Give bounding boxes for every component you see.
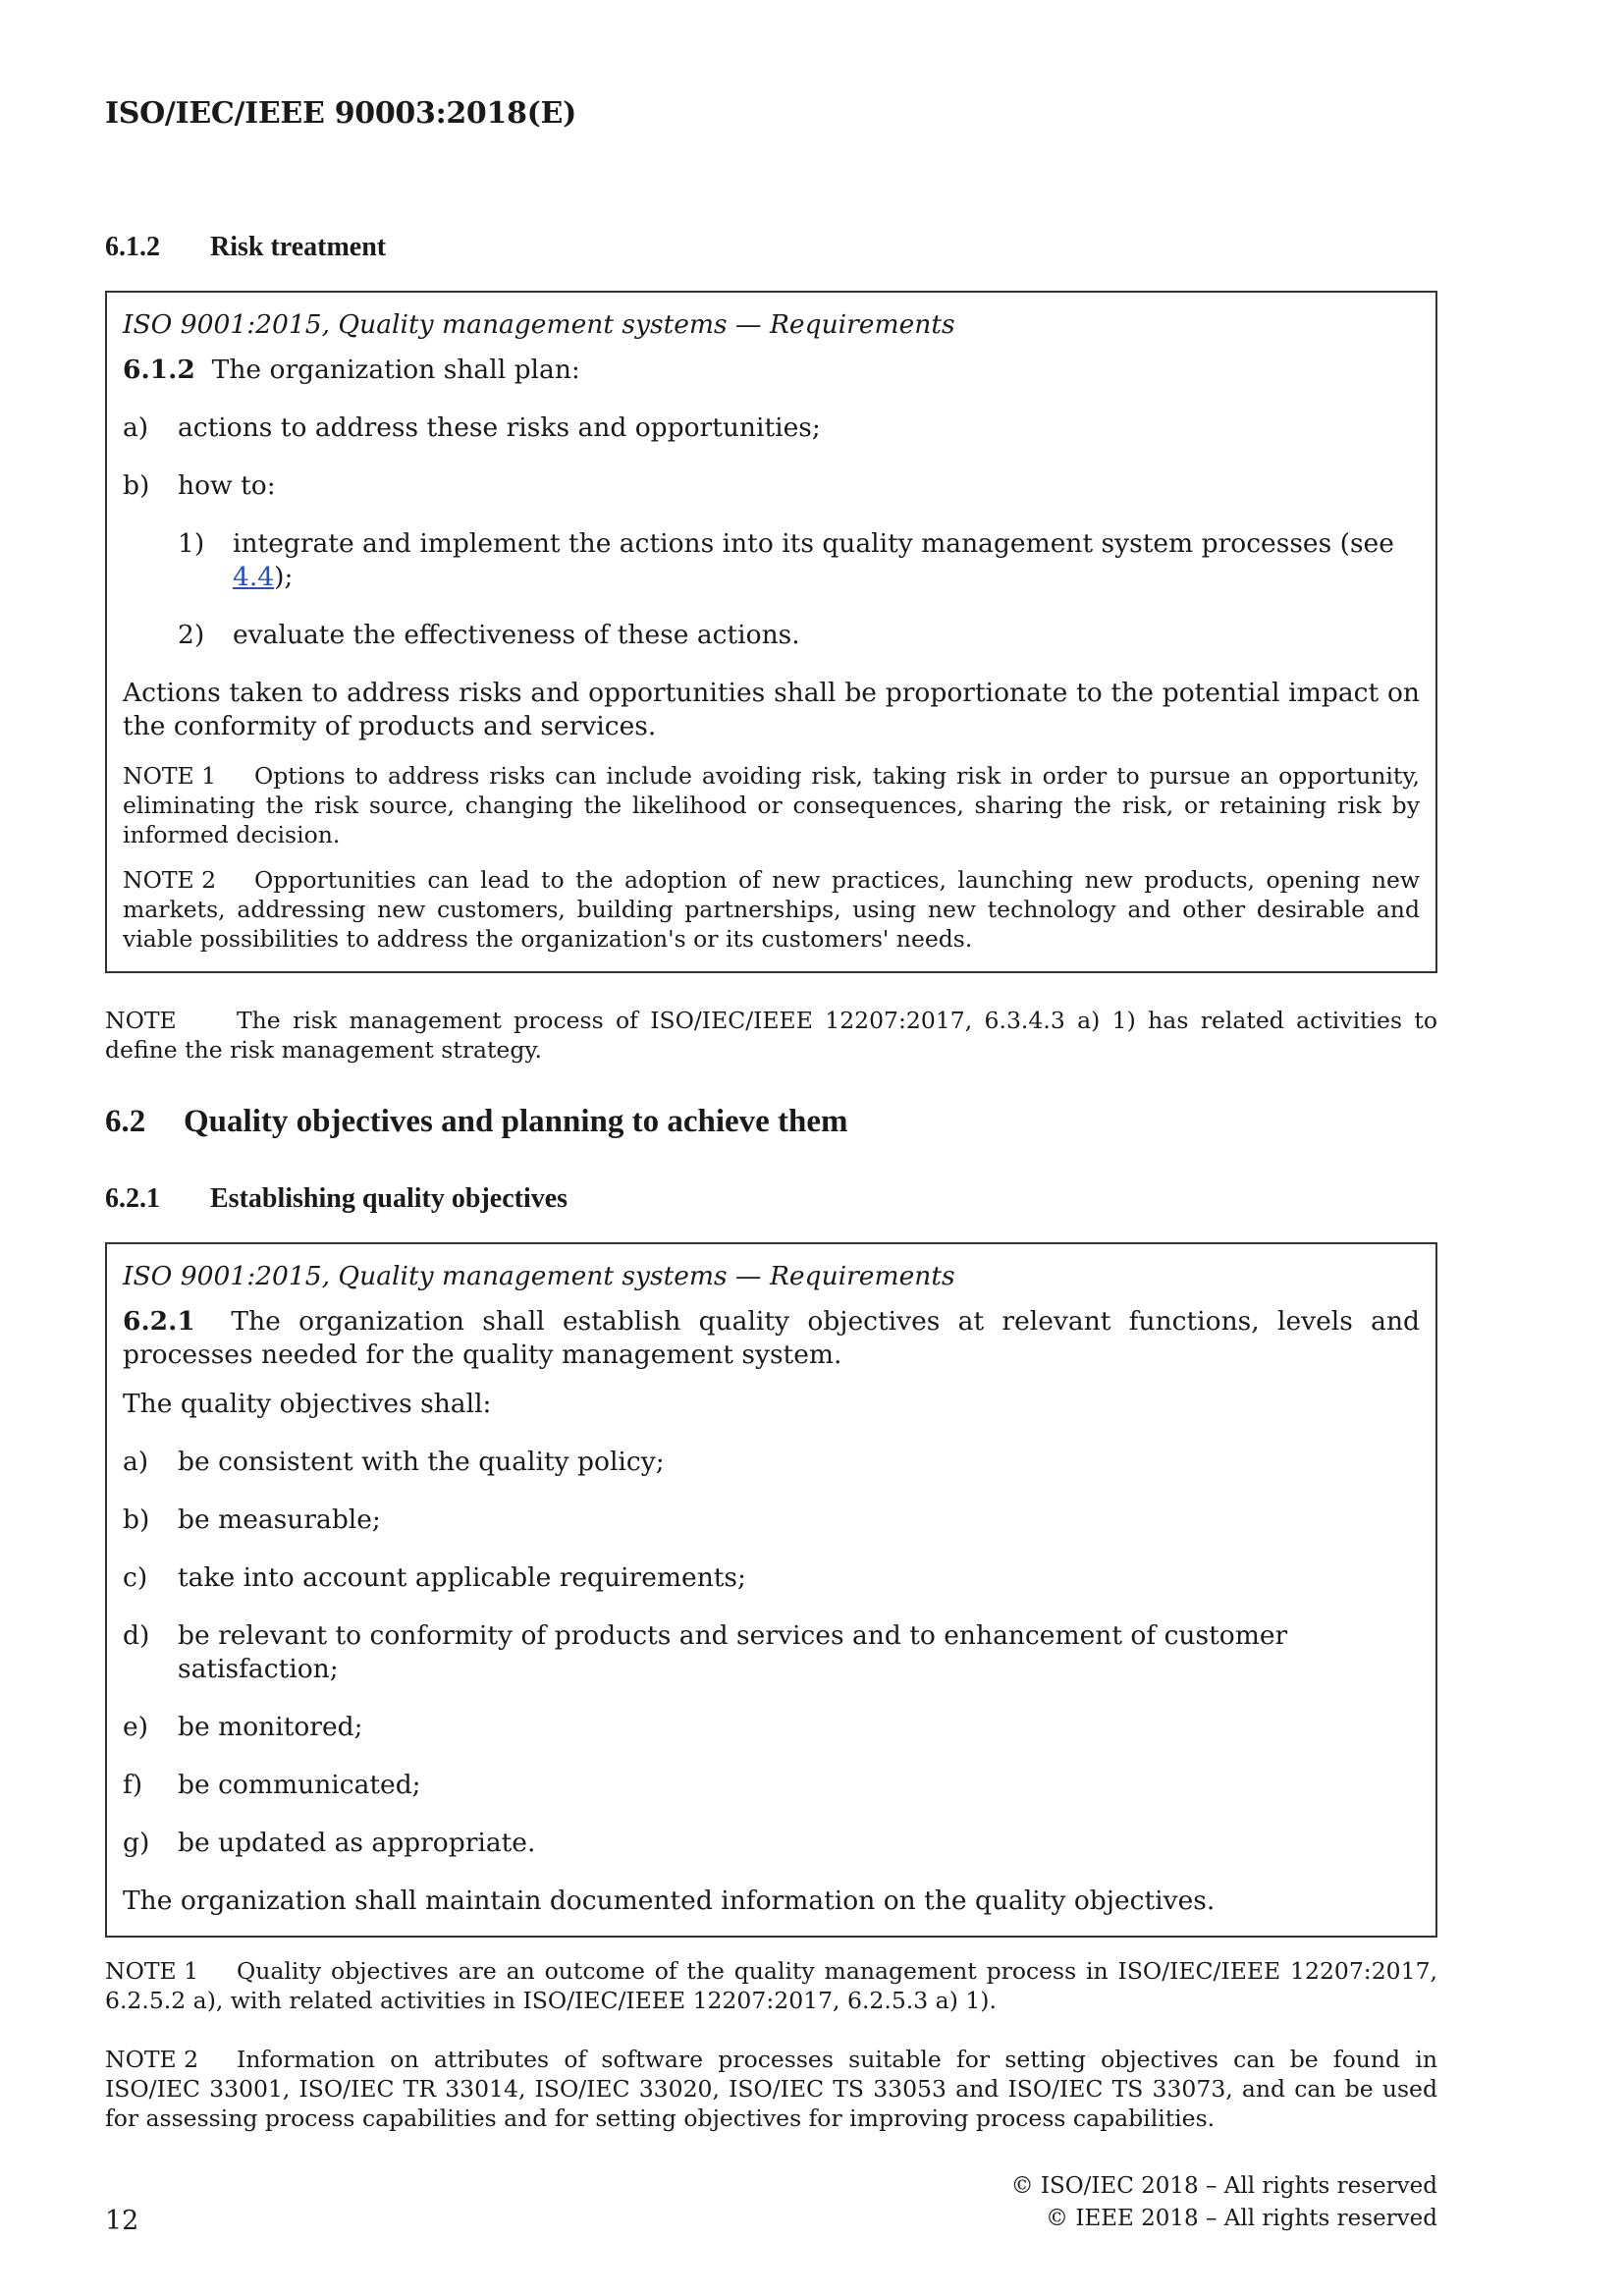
heading-6-2-1 — [105, 1183, 568, 1215]
extract-source: ISO 9001:2015, Quality management systems — Requirements — [123, 1261, 955, 1291]
heading-title: Quality objectives and planning to achieve them — [184, 1104, 848, 1139]
xref-link-4-4[interactable]: 4.4 — [233, 562, 275, 592]
copyright-block — [1011, 2170, 1437, 2235]
list-text: evaluate the effectiveness of these actions. — [233, 620, 800, 650]
sub-list-item — [123, 619, 1420, 652]
note-tag: NOTE — [105, 1007, 177, 1034]
closing-paragraph: The organization shall maintain documented information on the quality objectives. — [123, 1886, 1216, 1916]
list-label: g) — [123, 1828, 150, 1858]
list-text: be updated as appropriate. — [178, 1828, 536, 1858]
heading-6-1-2 — [105, 232, 386, 263]
heading-number: 6.2.1 — [105, 1183, 160, 1214]
heading-6-2 — [105, 1104, 848, 1140]
note-tag: NOTE 2 — [105, 2046, 199, 2073]
sub-list-item — [123, 527, 1420, 594]
iso9001-extract-box-6-1-2 — [105, 291, 1437, 973]
list-text: be relevant to conformity of products and services and to enhancement of customer satisfaction; — [178, 1620, 1288, 1684]
list-label: 1) — [178, 528, 205, 559]
list-item — [123, 411, 1420, 445]
note-text: The risk management process of ISO/IEC/IEEE 12207:2017, 6.3.4.3 a) 1) has related activities to define the risk management strategy. — [105, 1007, 1437, 1064]
heading-title: Establishing quality objectives — [210, 1183, 568, 1214]
note-1-quality-objectives — [105, 1956, 1437, 2015]
note-text: Information on attributes of software processes suitable for setting objectives can be found in ISO/IEC 33001, ISO/IEC TR 33014, ISO/IEC 33020, ISO/IEC TS 33053 and ISO/IEC TS 33073, and can be used for assessing process capabilities and for setting objectives for improving process capabilities. — [105, 2046, 1437, 2132]
copyright-ieee: © IEEE 2018 – All rights reserved — [1046, 2206, 1437, 2231]
list-text: be monitored; — [178, 1712, 363, 1742]
list-label: f) — [123, 1770, 143, 1800]
list-item — [123, 1711, 1420, 1744]
clause-text: The organization shall plan: — [211, 355, 580, 385]
list-item — [123, 1561, 1420, 1595]
heading-title: Risk treatment — [210, 232, 387, 262]
heading-number: 6.1.2 — [105, 232, 160, 262]
standard-identifier: ISO/IEC/IEEE 90003:2018(E) — [105, 96, 576, 131]
clause-intro — [123, 354, 1420, 387]
list-text: actions to address these risks and opportunities; — [178, 412, 821, 443]
sub1-text: integrate and implement the actions into its quality management system processes (see — [233, 528, 1394, 559]
list-item — [123, 1446, 1420, 1479]
list-label: a) — [123, 1447, 149, 1477]
list-item — [123, 1619, 1420, 1686]
note-2 — [123, 865, 1420, 954]
extract-source: ISO 9001:2015, Quality management systems — Requirements — [123, 309, 955, 340]
note-text: Options to address risks can include avoiding risk, taking risk in order to pursue an opportunity, eliminating the risk source, changing the likelihood or consequences, sharing the risk, or retaining risk by informed decision. — [123, 762, 1420, 848]
list-item — [123, 1769, 1420, 1802]
clause-text: The organization shall establish quality objectives at relevant functions, levels and processes needed for the quality management system. — [123, 1306, 1420, 1370]
list-item — [123, 1503, 1420, 1537]
clause-number: 6.2.1 — [123, 1306, 195, 1337]
clause-number: 6.1.2 — [123, 355, 195, 385]
list-label: c) — [123, 1562, 148, 1593]
list-label: 2) — [178, 620, 205, 650]
list-label: a) — [123, 412, 149, 443]
list-item — [123, 1827, 1420, 1860]
note-tag: NOTE 1 — [105, 1957, 199, 1985]
list-item — [123, 469, 1420, 503]
clause-intro — [123, 1305, 1420, 1372]
list-label: b) — [123, 470, 150, 501]
note-tag: NOTE 2 — [123, 866, 217, 894]
note-risk-management — [105, 1006, 1437, 1065]
iso9001-extract-box-6-2-1 — [105, 1242, 1437, 1938]
note-tag: NOTE 1 — [123, 762, 217, 790]
list-text — [233, 527, 1420, 594]
list-text: how to: — [178, 470, 276, 501]
list-text: be consistent with the quality policy; — [178, 1447, 665, 1477]
note-2-software-processes — [105, 2045, 1437, 2133]
sub1-tail: ); — [274, 562, 294, 592]
note-1 — [123, 761, 1420, 849]
list-label: d) — [123, 1620, 150, 1651]
list-label: b) — [123, 1504, 150, 1535]
heading-number: 6.2 — [105, 1104, 146, 1139]
note-text: Opportunities can lead to the adoption of new practices, launching new products, opening new markets, addressing new customers, building partnerships, using new technology and other desirable and viable possibilities to address the organization's or its customers' needs. — [123, 866, 1420, 953]
list-text: be measurable; — [178, 1504, 381, 1535]
list-text: be communicated; — [178, 1770, 421, 1800]
copyright-iso: © ISO/IEC 2018 – All rights reserved — [1010, 2173, 1437, 2199]
page-number: 12 — [105, 2206, 139, 2236]
list-intro: The quality objectives shall: — [123, 1389, 492, 1419]
paragraph: Actions taken to address risks and opportunities shall be proportionate to the potential impact on the conformity of products and services. — [123, 678, 1420, 741]
note-text: Quality objectives are an outcome of the quality management process in ISO/IEC/IEEE 12207:2017, 6.2.5.2 a), with related activities in ISO/IEC/IEEE 12207:2017, 6.2.5.3 a) 1). — [105, 1957, 1437, 2014]
list-text: take into account applicable requirements; — [178, 1562, 746, 1593]
list-label: e) — [123, 1712, 149, 1742]
